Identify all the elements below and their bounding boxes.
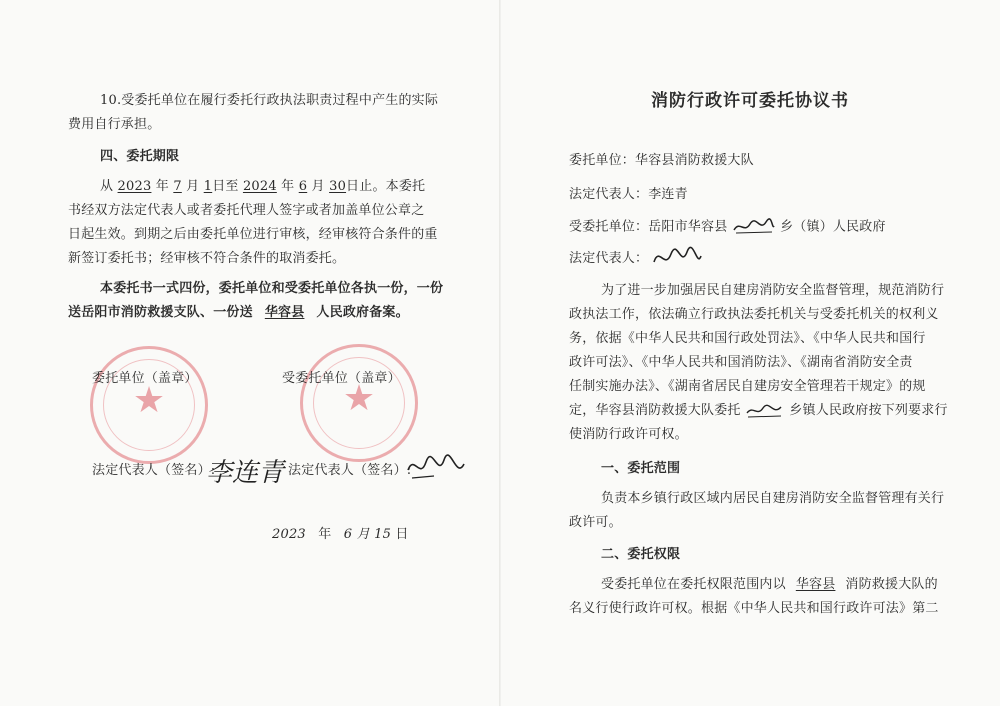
authority-line-1: 受委托单位在委托权限范围内以 华容县 消防救援大队的 <box>601 577 938 592</box>
term-line-1: 从 2023 年 7 月 1日至 2024 年 6 月 30日止。本委托 <box>100 179 426 194</box>
handwritten-town-name <box>732 218 776 236</box>
right-page <box>501 0 1000 706</box>
copies-line-2: 送岳阳市消防救援支队、一份送 华容县 人民政府备案。 <box>68 305 409 320</box>
section-4-heading: 四、委托期限 <box>100 149 180 164</box>
scope-line-2: 政许可。 <box>569 515 622 530</box>
preamble-line: 务，依据《中华人民共和国行政处罚法》、《中华人民共和国行 <box>569 331 926 346</box>
entrusting-seal-label: 委托单位（盖章） <box>92 371 198 386</box>
entrusted-unit: 受委托单位：岳阳市华容县 乡（镇）人民政府 <box>569 219 886 235</box>
preamble-line: 政执法工作，依法确立行政执法委托机关与受委托机关的权利义 <box>569 307 939 322</box>
entrusting-unit: 委托单位：华容县消防救援大队 <box>569 153 754 168</box>
signature-1: 李连青 <box>206 458 285 488</box>
end-day: 30 <box>329 179 347 194</box>
term-line-2: 书经双方法定代表人或者委托代理人签字或者加盖单位公章之 <box>68 203 425 218</box>
section-1-heading: 一、委托范围 <box>601 461 681 476</box>
sign-date: 2023 年 6 月 15 日 <box>272 527 409 542</box>
preamble-line: 定，华容县消防救援大队委托 乡镇人民政府按下列要求行 <box>569 403 948 418</box>
start-month: 7 <box>173 179 182 194</box>
legal-rep-signature-label-2: 法定代表人（签名）: <box>288 463 412 478</box>
preamble-line: 政许可法》、《中华人民共和国消防法》、《湖南省消防安全责 <box>569 355 913 370</box>
item-10-line-1: 10.受委托单位在履行委托行政执法职责过程中产生的实际 <box>100 93 439 108</box>
start-day: 1 <box>203 179 213 194</box>
handwritten-town-name <box>745 403 785 419</box>
authority-county: 华容县 <box>795 577 836 592</box>
copies-line-1: 本委托书一式四份，委托单位和受委托单位各执一份，一份 <box>100 281 444 296</box>
preamble-line: 任制实施办法》、《湖南省居民自建房安全管理若干规定》的规 <box>569 379 926 394</box>
document-title: 消防行政许可委托协议书 <box>651 91 849 111</box>
end-month: 6 <box>298 179 308 194</box>
entrusted-seal-label: 受委托单位（盖章） <box>282 371 401 386</box>
legal-rep-2-signature <box>651 244 703 274</box>
preamble-line: 为了进一步加强居民自建房消防安全监督管理，规范消防行 <box>601 283 945 298</box>
start-year: 2023 <box>117 179 152 194</box>
item-10-line-2: 费用自行承担。 <box>68 117 161 132</box>
end-year: 2024 <box>242 179 277 194</box>
term-line-3: 日起生效。到期之后由委托单位进行审核，经审核符合条件的重 <box>68 227 438 242</box>
section-2-heading: 二、委托权限 <box>601 547 681 562</box>
entrusted-unit-seal: ★ <box>300 344 418 462</box>
signature-2 <box>404 450 468 486</box>
authority-line-2: 名义行使行政许可权。根据《中华人民共和国行政许可法》第二 <box>569 601 939 616</box>
left-page <box>0 0 499 706</box>
legal-rep-signature-label-1: 法定代表人（签名）: <box>92 463 216 478</box>
copies-county: 华容县 <box>264 305 305 320</box>
legal-rep-2: 法定代表人： <box>569 251 649 266</box>
legal-rep-1: 法定代表人：李连青 <box>569 187 688 202</box>
scope-line-1: 负责本乡镇行政区域内居民自建房消防安全监督管理有关行 <box>601 491 945 506</box>
term-line-4: 新签订委托书；经审核不符合条件的取消委托。 <box>68 251 346 266</box>
preamble-line: 使消防行政许可权。 <box>569 427 688 442</box>
entrusting-unit-seal: ★ <box>90 346 208 464</box>
